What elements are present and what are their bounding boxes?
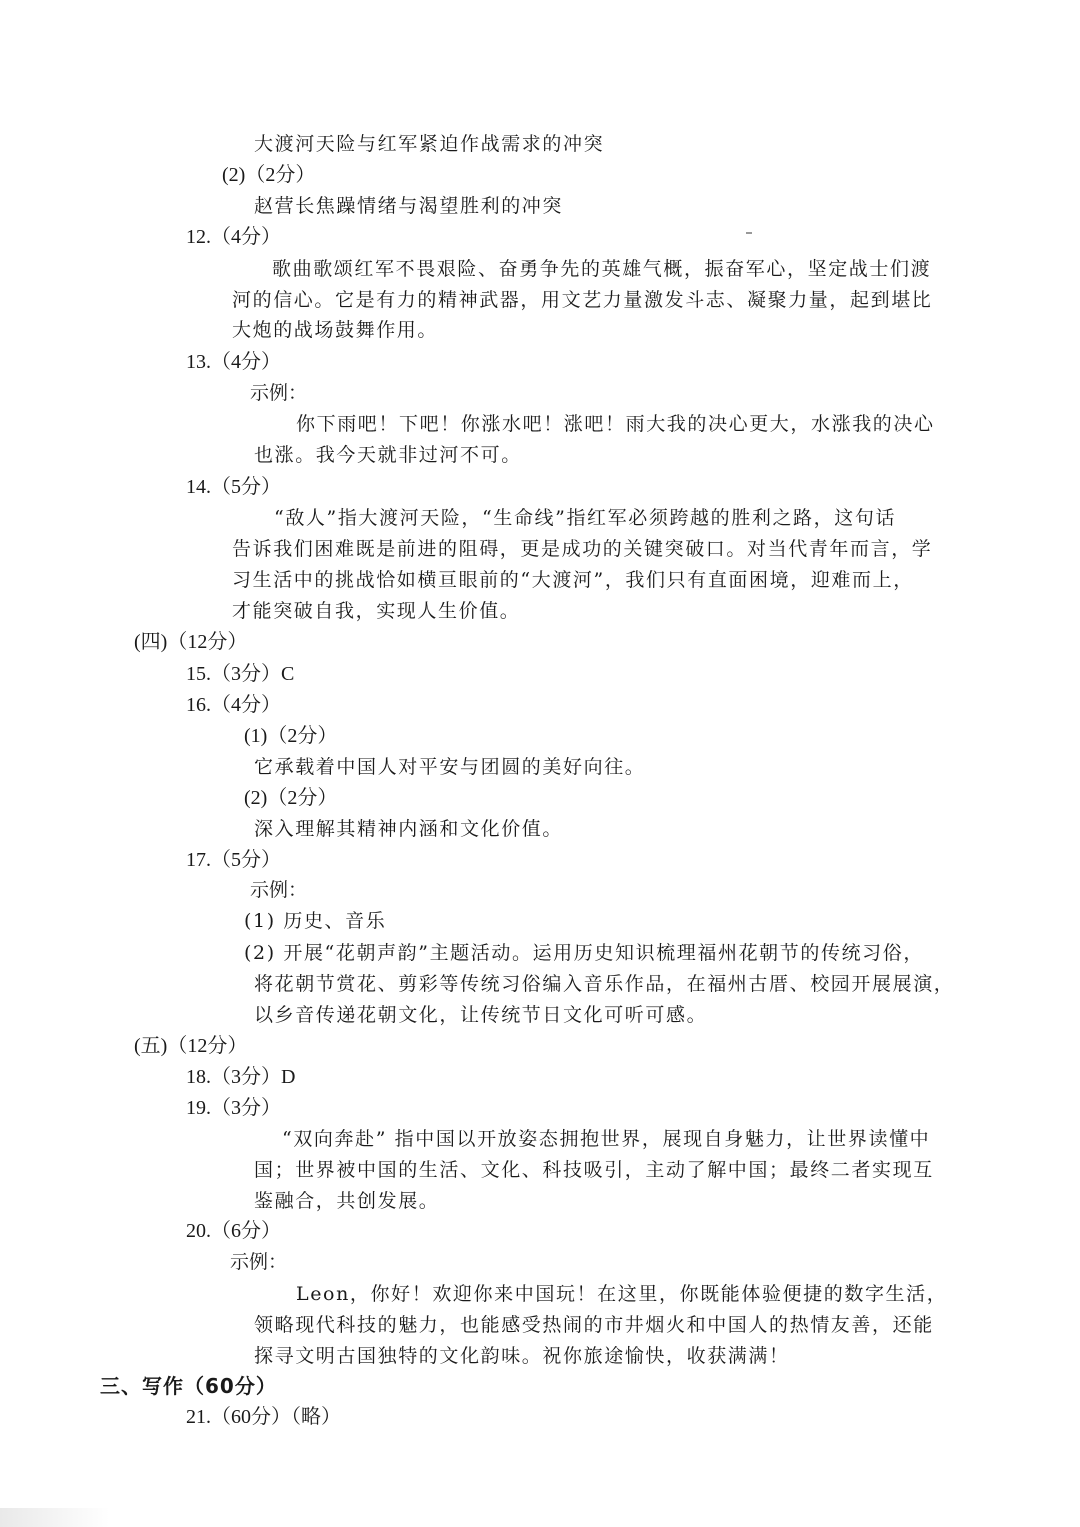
sub-question-number: (1)（2分） <box>244 725 338 747</box>
answer-text: 习生活中的挑战恰如横亘眼前的“大渡河”，我们只有直面困境，迎难而上， <box>232 569 914 591</box>
answer-text: “敌人”指大渡河天险，“生命线”指红军必须跨越的胜利之路，这句话 <box>274 507 897 529</box>
answer-text: 也涨。我今天就非过河不可。 <box>254 444 522 466</box>
question-number: 18.（3分）D <box>186 1066 296 1088</box>
question-number: (2)（2分） <box>222 164 316 186</box>
answer-text: 鉴融合，共创发展。 <box>254 1190 440 1212</box>
question-number: 12.（4分） <box>186 226 281 248</box>
question-number: 14.（5分） <box>186 476 281 498</box>
question-number: 15.（3分）C <box>186 663 295 685</box>
scan-mark <box>746 232 752 234</box>
answer-text: 歌曲歌颂红军不畏艰险、奋勇争先的英雄气概，振奋军心，坚定战士们渡 <box>272 258 932 280</box>
answer-text: Leon，你好！欢迎你来中国玩！在这里，你既能体验便捷的数字生活， <box>296 1283 948 1305</box>
answer-text: 河的信心。它是有力的精神武器，用文艺力量激发斗志、凝聚力量，起到堪比 <box>232 289 933 311</box>
answer-text: 你下雨吧！下吧！你涨水吧！涨吧！雨大我的决心更大，水涨我的决心 <box>296 413 935 435</box>
example-label: 示例： <box>250 382 308 404</box>
question-number: 20.（6分） <box>186 1220 281 1242</box>
answer-text: 赵营长焦躁情绪与渴望胜利的冲突 <box>254 195 564 217</box>
answer-text: 国；世界被中国的生活、文化、科技吸引，主动了解中国；最终二者实现互 <box>254 1159 934 1181</box>
question-number: 21.（60分）（略） <box>186 1406 341 1428</box>
answer-text: 探寻文明古国独特的文化韵味。祝你旅途愉快，收获满满！ <box>254 1345 790 1367</box>
question-number: 13.（4分） <box>186 351 281 373</box>
answer-text: 告诉我们困难既是前进的阻碍，更是成功的关键突破口。对当代青年而言，学 <box>232 538 933 560</box>
answer-text: 以乡音传递花朝文化，让传统节日文化可听可感。 <box>254 1004 708 1026</box>
answer-text: “双向奔赴” 指中国以开放姿态拥抱世界，展现自身魅力，让世界读懂中 <box>282 1128 931 1150</box>
example-label: 示例： <box>250 879 308 901</box>
answer-text: 大炮的战场鼓舞作用。 <box>232 319 439 341</box>
answer-text: 大渡河天险与红军紧迫作战需求的冲突 <box>254 133 605 155</box>
answer-text: (2) 开展“花朝声韵”主题活动。运用历史知识梳理福州花朝节的传统习俗， <box>244 942 924 964</box>
section-heading: 三、写作（60分） <box>100 1374 277 1398</box>
question-number: 19.（3分） <box>186 1097 281 1119</box>
scan-shadow <box>0 1508 110 1527</box>
answer-text: 将花朝节赏花、剪彩等传统习俗编入音乐作品，在福州古厝、校园开展展演， <box>254 973 955 995</box>
answer-text: (1) 历史、音乐 <box>244 910 387 932</box>
answer-text: 才能突破自我，实现人生价值。 <box>232 600 521 622</box>
answer-text: 它承载着中国人对平安与团圆的美好向往。 <box>254 756 646 778</box>
answer-text: 领略现代科技的魅力，也能感受热闹的市井烟火和中国人的热情友善，还能 <box>254 1314 934 1336</box>
example-label: 示例： <box>230 1251 288 1273</box>
answer-text: 深入理解其精神内涵和文化价值。 <box>254 818 564 840</box>
part-heading: (五)（12分） <box>134 1035 248 1057</box>
sub-question-number: (2)（2分） <box>244 787 338 809</box>
part-heading: (四)（12分） <box>134 631 248 653</box>
question-number: 16.（4分） <box>186 694 281 716</box>
question-number: 17.（5分） <box>186 849 281 871</box>
